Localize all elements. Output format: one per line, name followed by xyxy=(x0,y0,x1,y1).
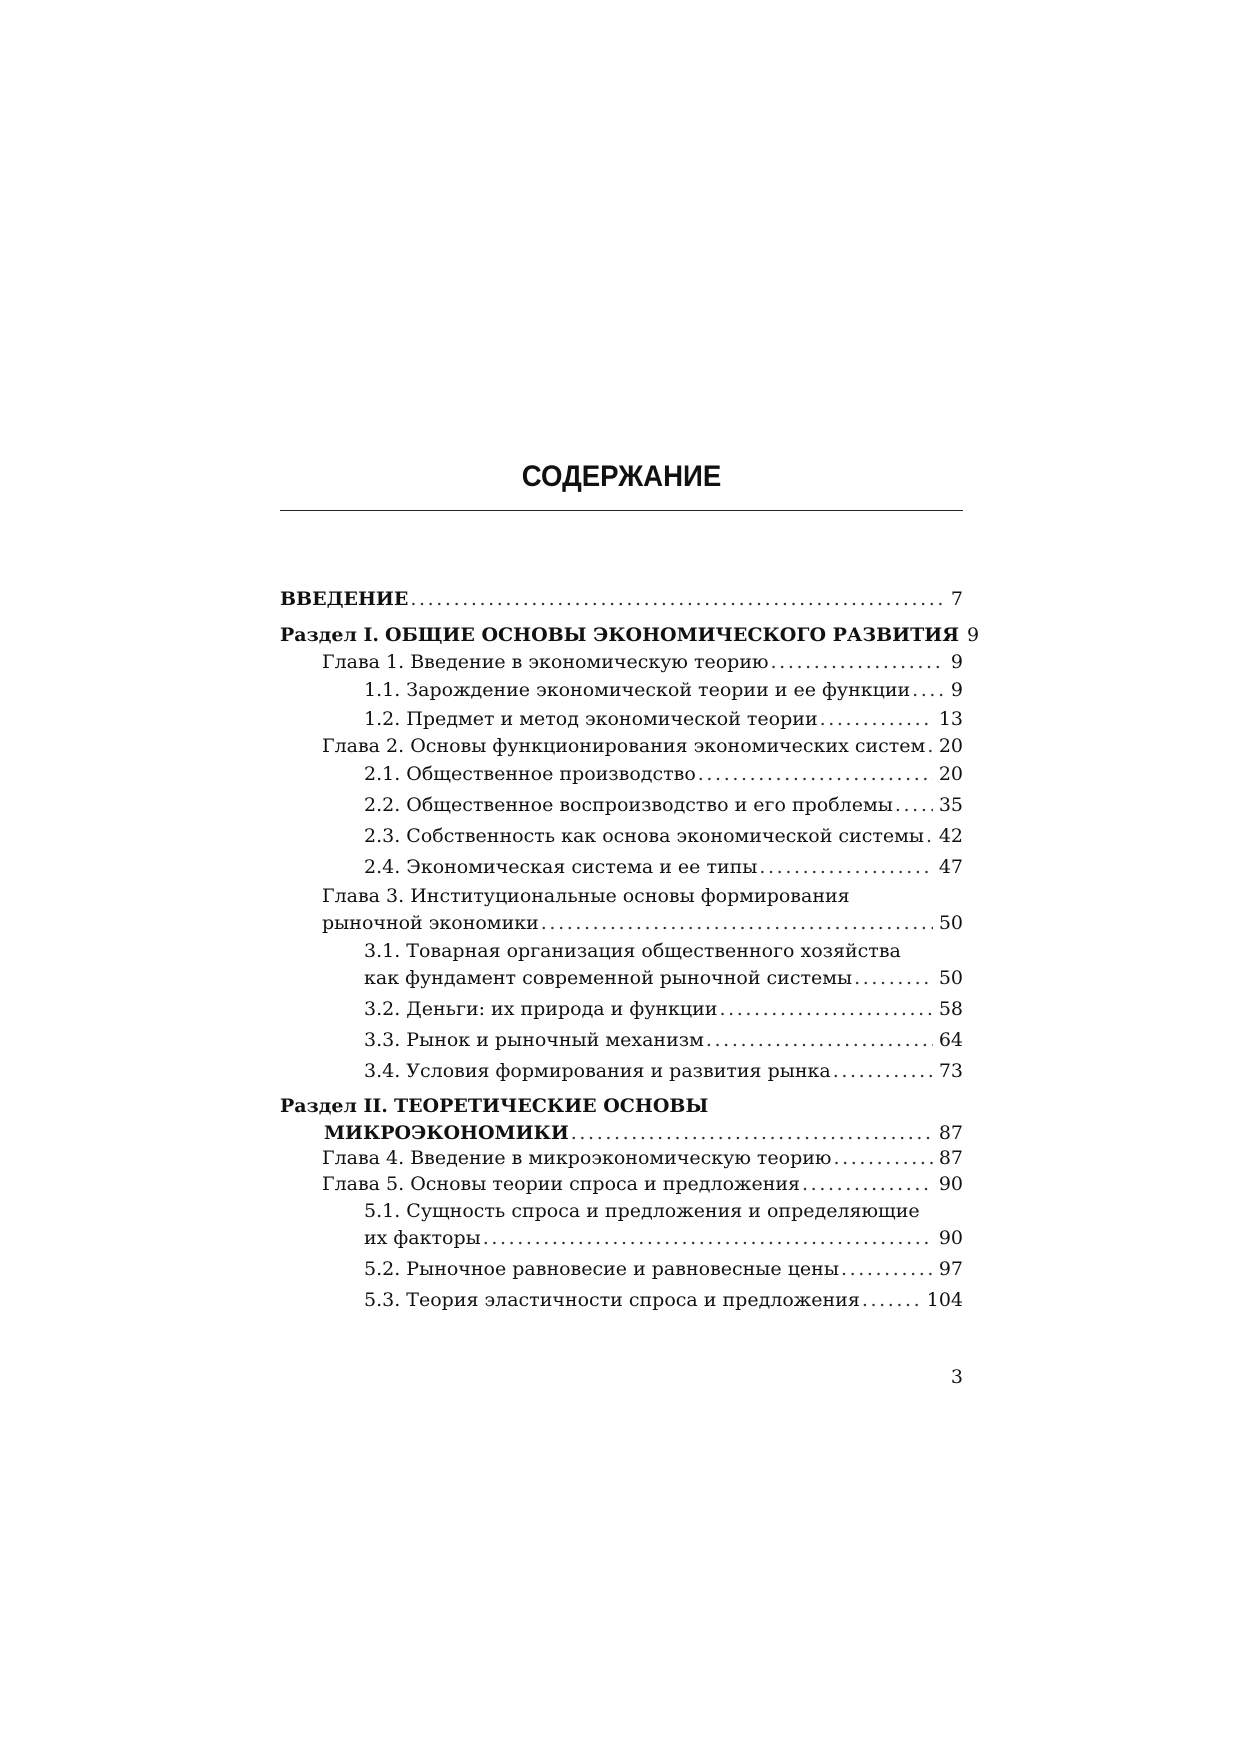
toc-entry-page: 9 xyxy=(950,679,963,701)
dot-leader xyxy=(912,677,945,703)
toc-entry-page: 20 xyxy=(938,735,963,757)
toc-entry-1-1[interactable] xyxy=(364,677,963,703)
toc-entry-label: их факторы xyxy=(364,1227,481,1249)
toc-entry-page: 35 xyxy=(938,794,963,816)
toc-entry-page: 9 xyxy=(966,624,980,646)
toc-entry-label: 3.4. Условия формирования и развития рынка xyxy=(364,1060,831,1082)
page-title: СОДЕРЖАНИЕ xyxy=(521,460,722,493)
dot-leader xyxy=(820,706,933,732)
toc-entry-label: 2.4. Экономическая система и ее типы xyxy=(364,856,758,878)
dot-leader xyxy=(759,854,932,880)
toc-entry-label: Глава 1. Введение в экономическую теорию xyxy=(322,651,769,673)
toc-entry-1-2[interactable] xyxy=(364,706,963,732)
toc-entry-chapter-3[interactable] xyxy=(322,910,963,936)
toc-entry-page: 7 xyxy=(950,588,963,610)
toc-entry-chapter-1[interactable] xyxy=(322,649,963,675)
toc-entry-label: 2.1. Общественное производство xyxy=(364,763,696,785)
toc-entry-page: 58 xyxy=(938,998,963,1020)
toc-entry-section-2[interactable] xyxy=(324,1120,963,1146)
toc-entry-page: 87 xyxy=(938,1122,963,1144)
toc-entry-page: 13 xyxy=(938,708,963,730)
toc-entry-label xyxy=(280,622,959,648)
toc-entry-label: МИКРОЭКОНОМИКИ xyxy=(324,1122,569,1144)
toc-entry-page: 9 xyxy=(950,651,963,673)
toc-entry-section-2-line1[interactable] xyxy=(280,1093,708,1119)
toc-entry-page: 90 xyxy=(938,1173,963,1195)
page-number: 3 xyxy=(950,1366,963,1388)
table-of-contents xyxy=(280,0,980,1755)
toc-entry-label: Глава 5. Основы теории спроса и предложения xyxy=(322,1173,801,1195)
dot-leader xyxy=(833,1058,933,1084)
toc-entry-3-1-line1[interactable]: 3.1. Товарная организация общественного хозяйства xyxy=(364,940,901,962)
toc-entry-page: 87 xyxy=(938,1147,963,1169)
dot-leader xyxy=(541,910,933,936)
toc-entry-page: 20 xyxy=(938,763,963,785)
dot-leader xyxy=(698,761,933,787)
toc-entry-label: 1.1. Зарождение экономической теории и ее функции xyxy=(364,679,911,701)
toc-entry-label: ВВЕДЕНИЕ xyxy=(280,588,409,610)
toc-entry-page: 47 xyxy=(938,856,963,878)
toc-entry-chapter-3-line1[interactable]: Глава 3. Институциональные основы формирования xyxy=(322,885,850,907)
toc-entry-5-3[interactable] xyxy=(364,1287,963,1313)
dot-leader xyxy=(927,733,932,759)
dot-leader xyxy=(802,1171,933,1197)
toc-entry-label: 5.2. Рыночное равновесие и равновесные цены xyxy=(364,1258,839,1280)
dot-leader xyxy=(862,1287,921,1313)
dot-leader xyxy=(854,965,933,991)
toc-entry-label: рыночной экономики xyxy=(322,912,539,934)
toc-entry-2-1[interactable] xyxy=(364,761,963,787)
section-title: ТЕОРЕТИЧЕСКИЕ ОСНОВЫ xyxy=(393,1095,709,1117)
toc-entry-5-2[interactable] xyxy=(364,1256,963,1282)
toc-entry-label: 1.2. Предмет и метод экономической теории xyxy=(364,708,818,730)
toc-entry-2-3[interactable] xyxy=(364,823,963,849)
toc-entry-label: Глава 2. Основы функционирования экономических систем xyxy=(322,735,926,757)
toc-entry-label: 2.2. Общественное воспроизводство и его проблемы xyxy=(364,794,893,816)
toc-entry-chapter-5[interactable] xyxy=(322,1171,963,1197)
dot-leader xyxy=(833,1145,932,1171)
toc-entry-label: как фундамент современной рыночной системы xyxy=(364,967,853,989)
dot-leader xyxy=(410,586,945,612)
toc-entry-label: 3.2. Деньги: их природа и функции xyxy=(364,998,718,1020)
section-prefix: Раздел I. xyxy=(280,624,379,646)
toc-entry-5-1[interactable] xyxy=(364,1225,963,1251)
dot-leader xyxy=(895,792,933,818)
toc-entry-3-1[interactable] xyxy=(364,965,963,991)
toc-entry-label: Глава 4. Введение в микроэкономическую теорию xyxy=(322,1147,832,1169)
toc-entry-label: 3.3. Рынок и рыночный механизм xyxy=(364,1029,704,1051)
toc-entry-3-4[interactable] xyxy=(364,1058,963,1084)
toc-entry-page: 50 xyxy=(938,967,963,989)
toc-entry-2-2[interactable] xyxy=(364,792,963,818)
toc-entry-label: 5.3. Теория эластичности спроса и предложения xyxy=(364,1289,860,1311)
dot-leader xyxy=(483,1225,933,1251)
toc-entry-intro[interactable] xyxy=(280,586,963,612)
dot-leader xyxy=(706,1027,933,1053)
toc-entry-page: 73 xyxy=(938,1060,963,1082)
dot-leader xyxy=(771,649,945,675)
toc-entry-3-3[interactable] xyxy=(364,1027,963,1053)
toc-entry-page: 90 xyxy=(938,1227,963,1249)
toc-entry-page: 42 xyxy=(938,825,963,847)
dot-leader xyxy=(926,823,933,849)
toc-entry-5-1-line1[interactable]: 5.1. Сущность спроса и предложения и определяющие xyxy=(364,1200,920,1222)
toc-entry-page: 64 xyxy=(938,1029,963,1051)
section-title: ОБЩИЕ ОСНОВЫ ЭКОНОМИЧЕСКОГО РАЗВИТИЯ xyxy=(385,624,959,646)
toc-entry-section-1[interactable] xyxy=(280,622,980,648)
toc-entry-chapter-2[interactable] xyxy=(322,733,963,759)
toc-entry-3-2[interactable] xyxy=(364,996,963,1022)
toc-entry-label: 2.3. Собственность как основа экономической системы xyxy=(364,825,925,847)
dot-leader xyxy=(719,996,932,1022)
toc-entry-2-4[interactable] xyxy=(364,854,963,880)
toc-entry-page: 50 xyxy=(938,912,963,934)
section-prefix: Раздел II. xyxy=(280,1095,388,1117)
dot-leader xyxy=(571,1120,933,1146)
toc-entry-page: 97 xyxy=(938,1258,963,1280)
dot-leader xyxy=(841,1256,933,1282)
toc-entry-page: 104 xyxy=(926,1289,963,1311)
toc-entry-chapter-4[interactable] xyxy=(322,1145,963,1171)
